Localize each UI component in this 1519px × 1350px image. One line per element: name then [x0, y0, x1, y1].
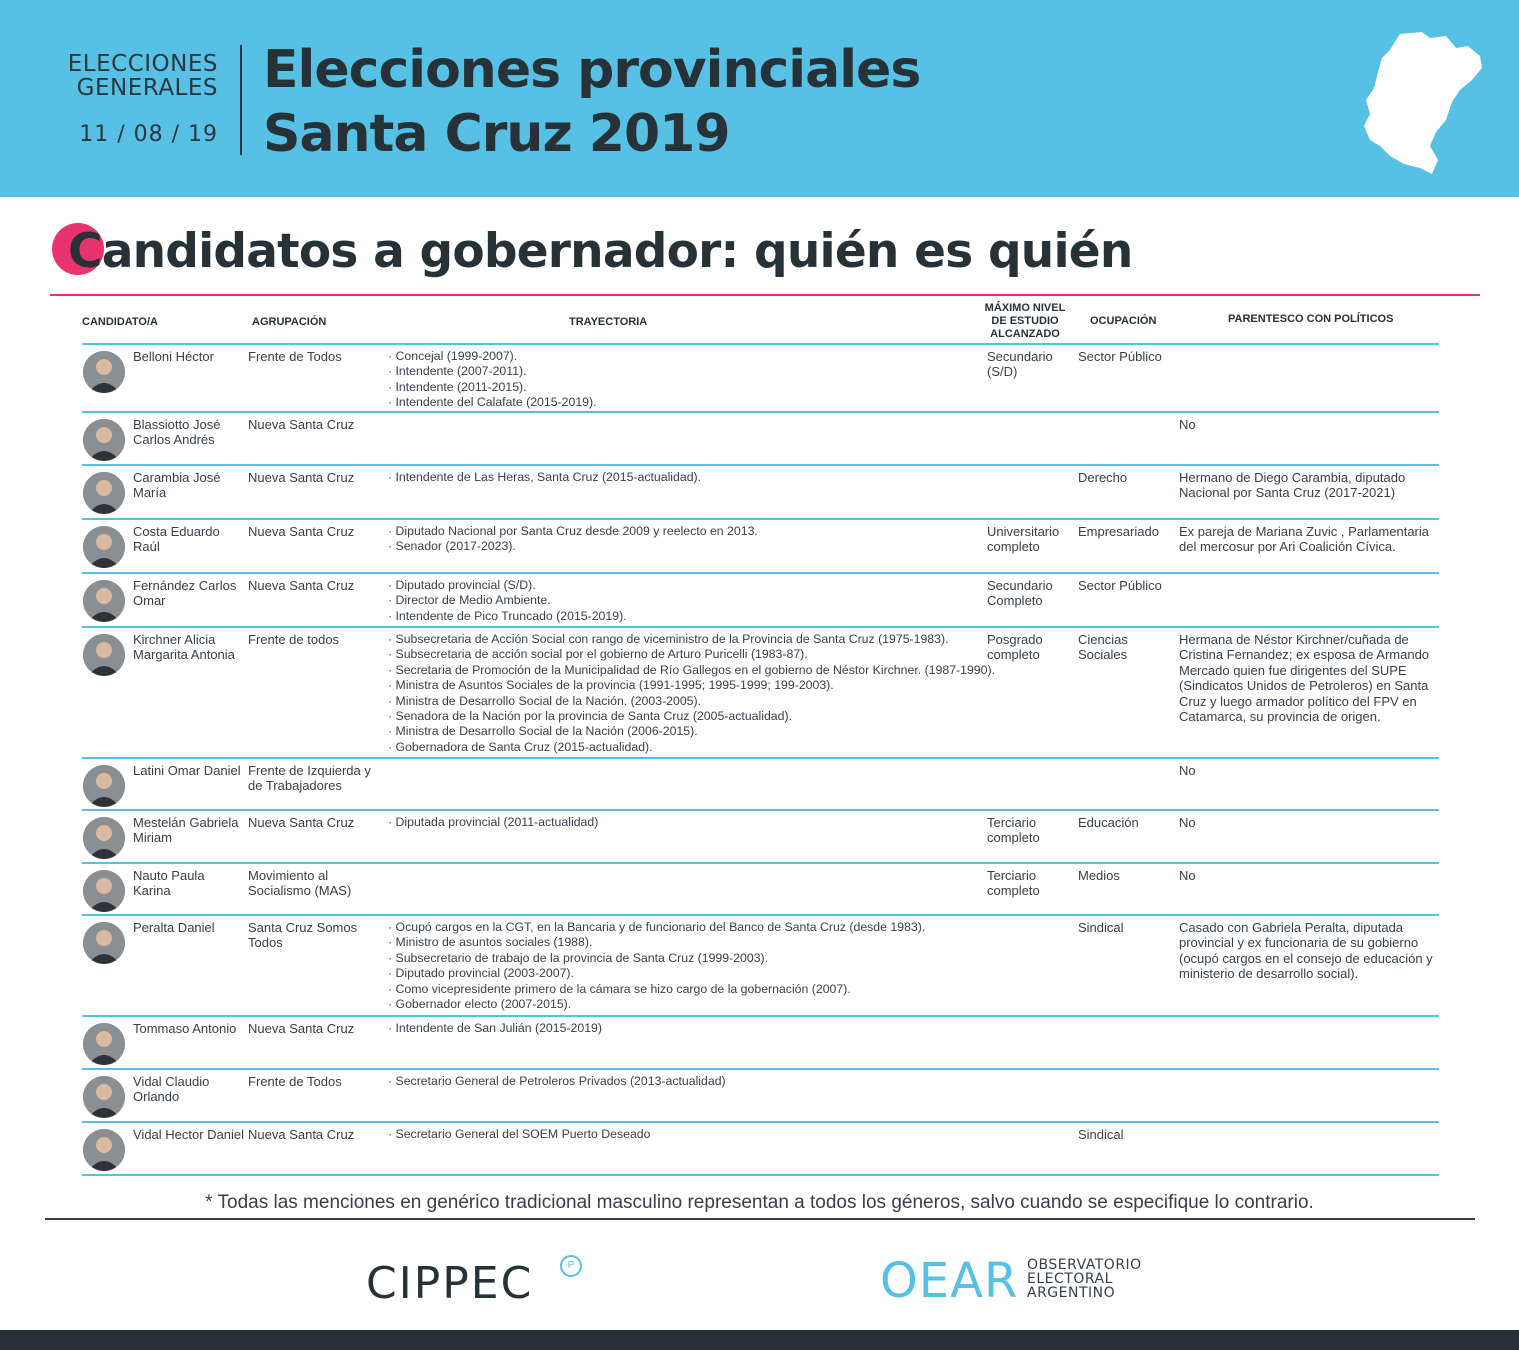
trayectoria-item: · Ministra de Desarrollo Social de la Nación (2006-2015). [388, 724, 698, 739]
oear-sub-2: ELECTORAL [1027, 1271, 1113, 1287]
candidate-name: Nauto Paula Karina [133, 868, 205, 899]
trayectoria-item: · Secretario General del SOEM Puerto Deseado [388, 1127, 651, 1141]
candidate-party: Santa Cruz Somos Todos [248, 920, 358, 951]
candidate-relatives: No [1179, 417, 1196, 432]
title-line-1: Elecciones provinciales [263, 40, 921, 100]
trayectoria-item: · Director de Medio Ambiente. [388, 593, 551, 608]
oear-sub-1: OBSERVATORIO [1027, 1257, 1142, 1273]
candidate-relatives: No [1179, 763, 1196, 778]
trayectoria-item: · Ministra de Asuntos Sociales de la provincia (1991-1995; 1995-1999; 199-2003). [388, 678, 834, 693]
candidate-party: Nueva Santa Cruz [248, 1021, 355, 1036]
table-row [82, 411, 1439, 464]
trayectoria-item: · Intendente de Pico Truncado (2015-2019). [388, 608, 627, 623]
trayectoria-item: · Diputada provincial (2011-actualidad) [388, 815, 599, 829]
trayectoria-item: · Ministro de asuntos sociales (1988). [388, 935, 593, 950]
candidate-name: Fernández Carlos Omar [133, 578, 237, 609]
oear-logo: OEAR [880, 1253, 1019, 1309]
candidate-name: Costa Eduardo Raúl [133, 524, 220, 555]
table-row [82, 343, 1439, 411]
candidate-relatives: Casado con Gabriela Peralta, diputada provincial y ex funcionaria de su gobierno (ocupó cargos en el consejo de educación y ministerio de desarrollo social). [1179, 920, 1433, 982]
trayectoria-item: · Ocupó cargos en la CGT, en la Bancaria y de funcionario del Banco de Santa Cruz (desde 1983). [388, 920, 926, 934]
cippec-badge-icon: P [560, 1255, 582, 1277]
trayectoria-item: · Intendente (2007-2011). [388, 364, 527, 379]
col-header-estudio-3: ALCANZADO [990, 328, 1060, 340]
candidate-name: Peralta Daniel [133, 920, 215, 935]
footer-bar [0, 1330, 1519, 1350]
candidate-party: Frente de todos [248, 632, 340, 647]
candidate-occupation: Sindical [1078, 920, 1124, 935]
candidate-name: Tommaso Antonio [133, 1021, 237, 1036]
col-header-candidato: CANDIDATO/A [82, 316, 158, 328]
trayectoria-item: · Diputado provincial (S/D). [388, 578, 536, 592]
candidate-party: Nueva Santa Cruz [248, 417, 355, 432]
candidate-trayectoria [388, 1021, 988, 1036]
candidate-name: Latini Omar Daniel [133, 763, 241, 778]
candidate-education: Universitario completo [987, 524, 1060, 555]
candidate-trayectoria [388, 920, 988, 1012]
candidate-photo-avatar [83, 580, 125, 622]
santa-cruz-map-icon [1360, 28, 1485, 180]
table-row [82, 862, 1439, 914]
candidate-photo-avatar [83, 1076, 125, 1118]
candidate-photo-avatar [83, 1023, 125, 1065]
oear-logo-subtitle [1027, 1258, 1142, 1300]
page-title [263, 38, 920, 166]
candidate-trayectoria [388, 1074, 988, 1089]
table-row [82, 518, 1439, 572]
candidate-name: Blassiotto José Carlos Andrés [133, 417, 221, 448]
table-row [82, 809, 1439, 862]
trayectoria-item: · Secretaria de Promoción de la Municipalidad de Río Gallegos en el gobierno de Néstor Kirchner. (1987-1990). [388, 662, 995, 677]
candidate-occupation: Derecho [1078, 470, 1128, 485]
col-header-estudio-2: DE ESTUDIO [991, 315, 1059, 327]
candidate-occupation: Ciencias Sociales [1078, 632, 1128, 663]
candidate-name: Carambia José María [133, 470, 221, 501]
candidate-occupation: Educación [1078, 815, 1139, 830]
col-header-parentesco: PARENTESCO CON POLÍTICOS [1228, 313, 1394, 325]
elecciones-text: ELECCIONES [67, 51, 218, 77]
candidate-education: Terciario completo [987, 815, 1040, 846]
trayectoria-item: · Senadora de la Nación por la provincia de Santa Cruz (2005-actualidad). [388, 709, 792, 724]
header-banner [0, 0, 1519, 197]
candidate-name: Vidal Hector Daniel [133, 1127, 245, 1142]
trayectoria-item: · Concejal (1999-2007). [388, 349, 518, 363]
col-header-estudio [980, 302, 1070, 341]
trayectoria-item: · Como vicepresidente primero de la cámara se hizo cargo de la gobernación (2007). [388, 981, 851, 996]
trayectoria-item: · Diputado Nacional por Santa Cruz desde 2009 y reelecto en 2013. [388, 524, 758, 538]
table-row [82, 1121, 1439, 1176]
oear-sub-3: ARGENTINO [1027, 1285, 1116, 1301]
trayectoria-item: · Subsecretaria de Acción Social con rango de viceministro de la Provincia de Santa Cruz (1975-1983). [388, 632, 949, 646]
candidate-photo-avatar [83, 817, 125, 859]
trayectoria-item: · Subsecretario de trabajo de la provincia de Santa Cruz (1999-2003). [388, 950, 769, 965]
candidate-photo-avatar [83, 870, 125, 912]
candidate-photo-avatar [83, 634, 125, 676]
elections-label [62, 52, 218, 100]
candidate-photo-avatar [83, 1129, 125, 1171]
candidate-relatives: No [1179, 868, 1196, 883]
election-date: 11 / 08 / 19 [79, 122, 218, 147]
candidate-photo-avatar [83, 765, 125, 807]
section-title: Candidatos a gobernador: quién es quién [68, 224, 1133, 279]
candidate-relatives: Hermana de Néstor Kirchner/cuñada de Cristina Fernandez; ex esposa de Armando Mercado quien fue dirigentes del SUPE (Sindicatos Unidos de Petroleros) en Santa Cruz y luego armador político del FPV en Catamarca, su provincia de origen. [1179, 632, 1430, 725]
candidate-party: Movimiento al Socialismo (MAS) [248, 868, 352, 899]
candidate-occupation: Sindical [1078, 1127, 1124, 1142]
candidate-name: Kirchner Alicia Margarita Antonia [133, 632, 235, 663]
col-header-estudio-1: MÁXIMO NIVEL [984, 302, 1066, 314]
trayectoria-item: · Intendente (2011-2015). [388, 379, 527, 394]
candidate-party: Frente de Izquierda y de Trabajadores [248, 763, 371, 794]
footer-divider [45, 1218, 1475, 1220]
candidate-photo-avatar [83, 419, 125, 461]
table-row [82, 626, 1439, 757]
candidate-party: Frente de Todos [248, 1074, 342, 1089]
candidate-trayectoria [388, 578, 988, 624]
candidate-trayectoria [388, 1127, 988, 1142]
candidate-education: Secundario Completo [987, 578, 1053, 609]
candidate-relatives: Ex pareja de Mariana Zuvic , Parlamentaria del mercosur por Ari Coalición Cívica. [1179, 524, 1430, 555]
candidate-party: Frente de Todos [248, 349, 342, 364]
trayectoria-item: · Intendente de Las Heras, Santa Cruz (2015-actualidad). [388, 470, 702, 484]
candidate-occupation: Sector Público [1078, 349, 1162, 364]
table-row [82, 464, 1439, 518]
candidate-relatives: Hermano de Diego Carambia, diputado Nacional por Santa Cruz (2017-2021) [1179, 470, 1406, 501]
col-header-ocupacion: OCUPACIÓN [1090, 315, 1157, 327]
candidate-trayectoria [388, 470, 988, 485]
candidate-education: Posgrado completo [987, 632, 1043, 663]
candidate-name: Mestelán Gabriela Miriam [133, 815, 239, 846]
table-row [82, 1015, 1439, 1068]
candidate-photo-avatar [83, 922, 125, 964]
candidate-occupation: Sector Público [1078, 578, 1162, 593]
candidate-party: Nueva Santa Cruz [248, 578, 355, 593]
trayectoria-item: · Intendente del Calafate (2015-2019). [388, 395, 597, 410]
cippec-logo: CIPPEC [366, 1258, 534, 1309]
candidate-trayectoria [388, 632, 995, 755]
candidate-education: Terciario completo [987, 868, 1040, 899]
candidate-education: Secundario (S/D) [987, 349, 1053, 380]
candidate-photo-avatar [83, 351, 125, 393]
candidate-relatives: No [1179, 815, 1196, 830]
candidate-party: Nueva Santa Cruz [248, 1127, 355, 1142]
candidate-photo-avatar [83, 472, 125, 514]
trayectoria-item: · Gobernadora de Santa Cruz (2015-actualidad). [388, 739, 653, 754]
candidate-occupation: Empresariado [1078, 524, 1159, 539]
header-divider [240, 45, 242, 155]
candidate-trayectoria [388, 349, 988, 411]
trayectoria-item: · Intendente de San Julián (2015-2019) [388, 1021, 602, 1035]
col-header-agrupacion: AGRUPACIÓN [252, 316, 327, 328]
candidate-trayectoria [388, 524, 988, 555]
title-line-2: Santa Cruz 2019 [263, 104, 730, 164]
title-underline [50, 294, 1480, 296]
candidate-party: Nueva Santa Cruz [248, 470, 355, 485]
candidate-photo-avatar [83, 526, 125, 568]
trayectoria-item: · Ministra de Desarrollo Social de la Nación. (2003-2005). [388, 693, 702, 708]
trayectoria-item: · Secretario General de Petroleros Privados (2013-actualidad) [388, 1074, 726, 1088]
candidate-trayectoria [388, 815, 988, 830]
candidate-name: Vidal Claudio Orlando [133, 1074, 210, 1105]
candidate-name: Belloni Héctor [133, 349, 214, 364]
table-row [82, 572, 1439, 626]
trayectoria-item: · Gobernador electo (2007-2015). [388, 997, 572, 1012]
table-row [82, 757, 1439, 809]
candidate-occupation: Medios [1078, 868, 1120, 883]
candidate-party: Nueva Santa Cruz [248, 524, 355, 539]
table-row [82, 1068, 1439, 1121]
footnote: * Todas las menciones en genérico tradicional masculino representan a todos los géneros, salvo cuando se especifique lo contrario. [205, 1192, 1314, 1213]
candidate-party: Nueva Santa Cruz [248, 815, 355, 830]
trayectoria-item: · Diputado provincial (2003-2007). [388, 966, 574, 981]
col-header-trayectoria: TRAYECTORIA [569, 316, 648, 328]
table-row [82, 914, 1439, 1015]
generales-text: GENERALES [76, 75, 218, 101]
trayectoria-item: · Senador (2017-2023). [388, 539, 516, 554]
trayectoria-item: · Subsecretaria de acción social por el gobierno de Arturo Puricelli (1983-87). [388, 647, 808, 662]
